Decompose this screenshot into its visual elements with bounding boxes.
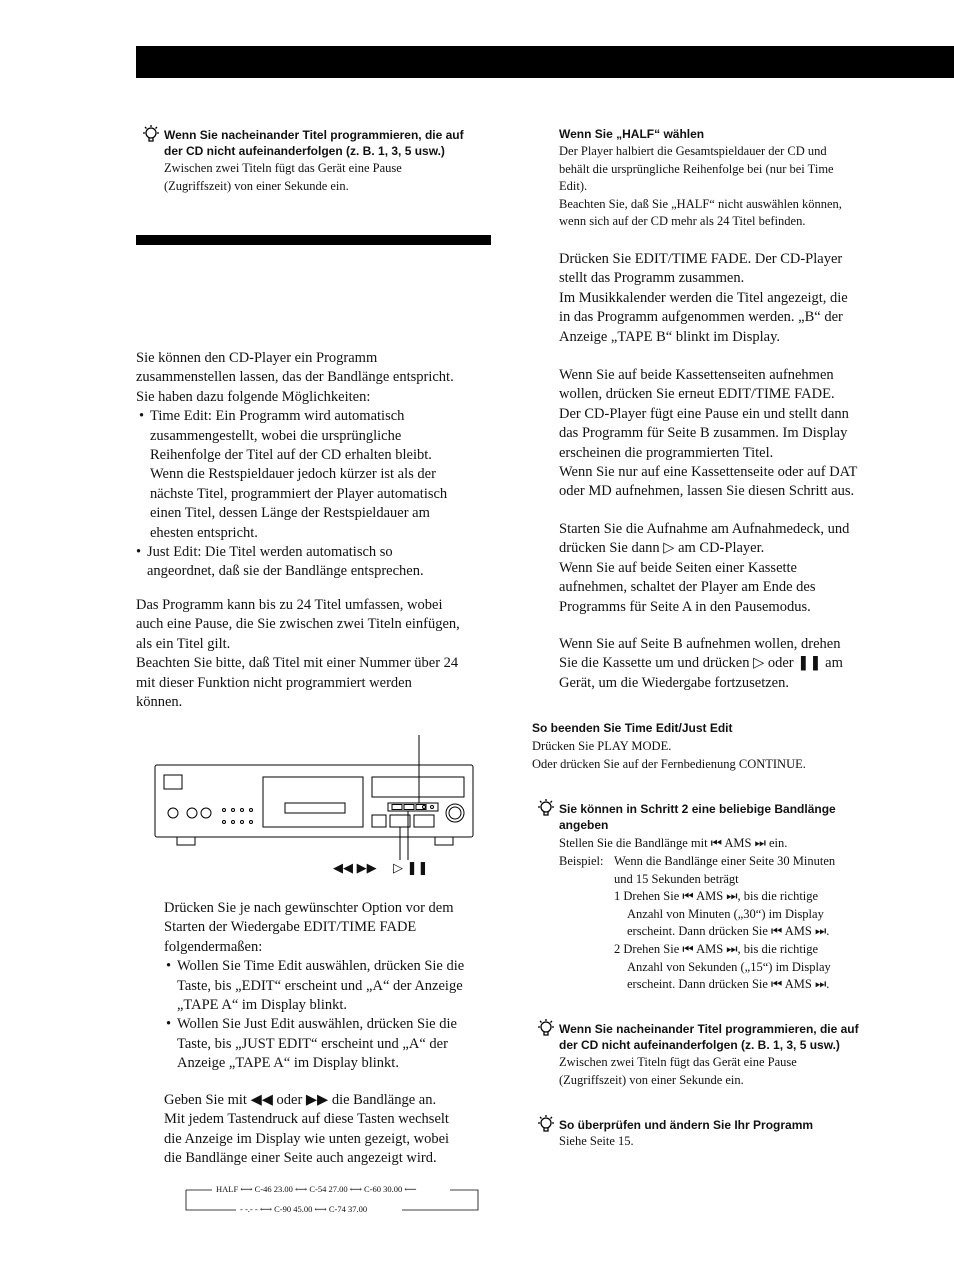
- figure-label-play-pause: ▷ ❚❚: [393, 860, 429, 875]
- stop-body: Drücken Sie PLAY MODE. Oder drücken Sie auf der Fernbedienung CONTINUE.: [532, 739, 806, 771]
- section-bar: [136, 235, 491, 245]
- option-time-edit: • Time Edit: Ein Programm wird automatisch zusammengestellt, wobei die ursprüngliche Reihenfolge der Titel auf der CD erhalten bleibt. Wenn die Restspieldauer jedoch kürzer ist als der nächste Titel, programmiert der Player automatisch einen Titel, dessen Länge der Restspieldauer am ehesten entspricht.: [139, 408, 448, 541]
- tip-title: Sie können in Schritt 2 eine beliebige Bandlänge angeben: [559, 802, 836, 832]
- lightbulb-icon: [534, 1017, 556, 1039]
- half-body: Der Player halbiert die Gesamtspieldauer der CD und behält die ursprüngliche Reihenfolge bei (nur bei Time Edit). Beachten Sie, daß Sie „HALF“ nicht auswählen können, wenn sich auf der CD mehr als 24 Titel befinden.: [559, 144, 842, 228]
- tip-body: Siehe Seite 15.: [559, 1134, 634, 1148]
- header-bar: [136, 46, 954, 78]
- program-paragraph: Das Programm kann bis zu 24 Titel umfassen, wobei auch eine Pause, die Sie zwischen zwei Titeln einfügen, als ein Titel gilt. Beachten Sie bitte, daß Titel mit einer Nummer über 24 mit dieser Funktion nicht programmiert werden können.: [136, 597, 460, 711]
- half-heading: Wenn Sie „HALF“ wählen: [559, 127, 705, 141]
- intro-paragraph: Sie können den CD-Player ein Programm zusammenstellen lassen, das der Bandlänge entspricht. Sie haben dazu folgende Möglichkeiten: • Time Edit: Ein Programm wird automatisch zusammengestellt, wobei die ursprüngliche Reihenfolge der Titel auf der CD erhalten bleibt. Wenn die Restspieldauer jedoch kürzer ist als der nächste Titel, programmiert der Player automatisch einen Titel, dessen Länge der Restspieldauer am ehesten entspricht. • Just Edit: Die Titel werden automatisch so angeordnet, daß sie der Bandlänge entsprechen.: [136, 349, 496, 582]
- lightbulb-icon: [534, 1113, 556, 1135]
- example-step-1: 1 Drehen Sie ⏮ AMS ⏭, bis die richtige Anzahl von Minuten („30“) im Display erscheint. Dann drücken Sie ⏮ AMS ⏭.: [614, 889, 830, 938]
- cycle-row-1: HALF ⟷ C-46 23.00 ⟷ C-54 27.00 ⟷ C-60 30.00 ⟵: [216, 1184, 417, 1194]
- tip-title: So überprüfen und ändern Sie Ihr Programm: [559, 1118, 814, 1132]
- step-6: Wenn Sie auf Seite B aufnehmen wollen, drehen Sie die Kassette um und drücken ▷ oder ❚❚ am Gerät, um die Wiedergabe fortzusetzen.: [559, 636, 843, 691]
- tip-body: Stellen Sie die Bandlänge mit ⏮ AMS ⏭ ein.: [559, 836, 788, 850]
- tip-title: Wenn Sie nacheinander Titel programmieren, die auf der CD nicht aufeinanderfolgen (z. B. 1, 3, 5 usw.): [164, 128, 464, 158]
- lightbulb-icon: [139, 123, 161, 145]
- tip-body: Zwischen zwei Titeln fügt das Gerät eine Pause (Zugriffszeit) von einer Sekunde ein.: [164, 161, 402, 193]
- step-1: Drücken Sie je nach gewünschter Option vor dem Starten der Wiedergabe EDIT/TIME FADE folgendermaßen: • Wollen Sie Time Edit auswählen, drücken Sie die Taste, bis „EDIT“ erscheint und „A“ der Anzeige „TAPE A“ im Display blinkt. • Wollen Sie Just Edit auswählen, drücken Sie die Taste, bis „JUST EDIT“ erscheint und „A“ der Anzeige „TAPE A“ im Display blinkt.: [164, 899, 504, 1074]
- tip-body: Zwischen zwei Titeln fügt das Gerät eine Pause (Zugriffszeit) von einer Sekunde ein.: [559, 1055, 797, 1087]
- tip-title: Wenn Sie nacheinander Titel programmieren, die auf der CD nicht aufeinanderfolgen (z. B. 1, 3, 5 usw.): [559, 1022, 859, 1052]
- cd-player-illustration: [150, 735, 480, 880]
- step-4: Wenn Sie auf beide Kassettenseiten aufnehmen wollen, drücken Sie erneut EDIT/TIME FADE. Der CD-Player fügt eine Pause ein und stellt dann das Programm für Seite B zusammen. Im Display erscheinen die programmierten Titel. Wenn Sie nur auf eine Kassettenseite oder auf DAT oder MD aufnehmen, lassen Sie diesen Schritt aus.: [559, 367, 858, 500]
- step-3: Drücken Sie EDIT/TIME FADE. Der CD-Player stellt das Programm zusammen. Im Musikkalender werden die Titel angezeigt, die in das Programm aufgenommen werden. „B“ der Anzeige „TAPE B“ blinkt im Display.: [559, 251, 848, 345]
- step-1-option-just-edit: • Wollen Sie Just Edit auswählen, drücken Sie die Taste, bis „JUST EDIT“ erscheint und „A“ der Anzeige „TAPE A“ im Display blinkt.: [166, 1016, 457, 1072]
- example-label: Beispiel:: [559, 854, 604, 868]
- option-just-edit: • Just Edit: Die Titel werden automatisch so angeordnet, daß sie der Bandlänge entsprechen.: [136, 544, 424, 580]
- example-step-2: 2 Drehen Sie ⏮ AMS ⏭, bis die richtige Anzahl von Sekunden („15“) im Display erscheint. Dann drücken Sie ⏮ AMS ⏭.: [614, 942, 831, 991]
- step-5: Starten Sie die Aufnahme am Aufnahmedeck, und drücken Sie dann ▷ am CD-Player. Wenn Sie auf beide Seiten einer Kassette aufnehmen, schaltet der Player am Ende des Programms für Seite A in den Pausemodus.: [559, 521, 850, 615]
- step-2: Geben Sie mit ◀◀ oder ▶▶ die Bandlänge an. Mit jedem Tastendruck auf diese Tasten wechselt die Anzeige im Display wie unten gezeigt, wobei die Bandlänge einer Seite auch angezeigt wird.: [164, 1092, 450, 1167]
- example-body: Wenn die Bandlänge einer Seite 30 Minuten und 15 Sekunden beträgt: [614, 854, 836, 886]
- lightbulb-icon: [534, 797, 556, 819]
- stop-heading: So beenden Sie Time Edit/Just Edit: [532, 721, 733, 735]
- cycle-row-2: - -.- - ⟷ C-90 45.00 ⟷ C-74 37.00: [240, 1204, 368, 1214]
- figure-label-search: ◀◀ ▶▶: [333, 860, 377, 875]
- step-1-option-time-edit: • Wollen Sie Time Edit auswählen, drücken Sie die Taste, bis „EDIT“ erscheint und „A“ der Anzeige „TAPE A“ im Display blinkt.: [166, 958, 465, 1014]
